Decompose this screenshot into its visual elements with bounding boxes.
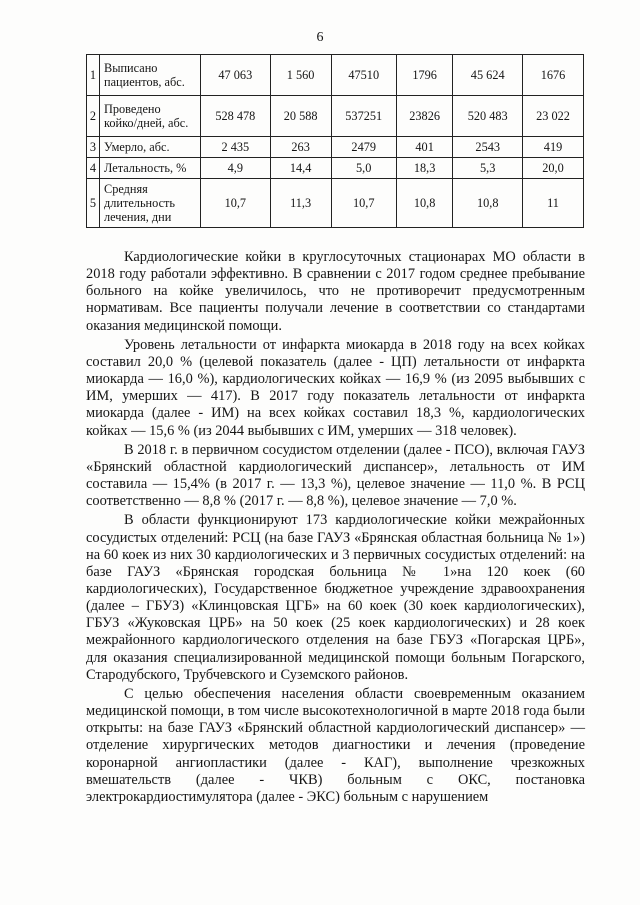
- body-text: [86, 249, 585, 808]
- page-number: 6: [316, 30, 324, 45]
- table-row: [87, 179, 584, 228]
- table-cell: 10,7: [201, 179, 271, 228]
- table-cell: 18,3: [396, 158, 453, 179]
- paragraph: В 2018 г. в первичном сосудистом отделении (далее - ПСО), включая ГАУЗ «Брянский областной кардиологический диспансер», летальность от ИМ составила — 15,4% (в 2017 г. — 13,3 %), целевое значение — 11,0 %. В РСЦ соответственно — 8,8 % (2017 г. — 8,8 %), целевое значение — 7,0 %.: [86, 441, 585, 510]
- paragraph: В области функционируют 173 кардиологические койки межрайонных сосудистых отделений: РСЦ (на базе ГАУЗ «Брянская областная больница № 1») на 60 коек из них 30 кардиологических и 3 первичных сосудистых отделений: на базе ГАУЗ «Брянская городская больница № 1»на 120 коек (60 кардиологических), Государственное бюджетное учреждение здравоохранения (далее – ГБУЗ) «Клинцовская ЦГБ» на 60 коек (30 коек кардиологических), ГБУЗ «Жуковская ЦРБ» на 50 коек (25 коек кардиологических) и 28 коек межрайонного кардиологического отделения на базе ГБУЗ «Погарская ЦРБ», для оказания специализированной медицинской помощи больным Погарского, Стародубского, Трубчевского и Суземского районов.: [86, 512, 585, 683]
- table-cell: 1796: [396, 55, 453, 96]
- table-cell: 2479: [331, 137, 396, 158]
- row-label: Средняя длительность лечения, дни: [100, 179, 201, 228]
- table-cell: 1 560: [270, 55, 331, 96]
- table-cell: 47510: [331, 55, 396, 96]
- table-cell: 23 022: [523, 96, 584, 137]
- table-cell: 14,4: [270, 158, 331, 179]
- row-label: Выписано пациентов, абс.: [100, 55, 201, 96]
- table-row: [87, 137, 584, 158]
- row-number: 2: [87, 96, 100, 137]
- table-cell: 263: [270, 137, 331, 158]
- table-cell: 528 478: [201, 96, 271, 137]
- table-cell: 10,8: [453, 179, 523, 228]
- table-cell: 11,3: [270, 179, 331, 228]
- row-number: 4: [87, 158, 100, 179]
- row-number: 5: [87, 179, 100, 228]
- table-cell: 520 483: [453, 96, 523, 137]
- table-cell: 11: [523, 179, 584, 228]
- table-cell: 10,8: [396, 179, 453, 228]
- table-cell: 5,0: [331, 158, 396, 179]
- table-cell: 45 624: [453, 55, 523, 96]
- table-cell: 419: [523, 137, 584, 158]
- table-row: [87, 158, 584, 179]
- row-number: 3: [87, 137, 100, 158]
- table-cell: 1676: [523, 55, 584, 96]
- paragraph: Уровень летальности от инфаркта миокарда в 2018 году на всех койках составил 20,0 % (целевой показатель (далее - ЦП) летальности от инфаркта миокарда — 16,0 %), кардиологических койках — 16,9 % (из 2095 выбывших с ИМ, умерших — 417). В 2017 году показатель летальности от инфаркта миокарда (далее - ИМ) на всех койках составил 18,3 %, кардиологических койках — 15,6 % (из 2044 выбывших с ИМ, умерших — 318 человек).: [86, 336, 585, 439]
- table-row: [87, 96, 584, 137]
- table-row: [87, 55, 584, 96]
- table-cell: 2543: [453, 137, 523, 158]
- paragraph: Кардиологические койки в круглосуточных стационарах МО области в 2018 году работали эффективно. В сравнении с 2017 годом среднее пребывание больного на койке увеличилось, что не противоречит предусмотренным нормативам. Все пациенты получали лечение в соответствии со стандартами оказания медицинской помощи.: [86, 249, 585, 334]
- paragraph: С целью обеспечения населения области своевременным оказанием медицинской помощи, в том числе высокотехнологичной в марте 2018 года были открыты: на базе ГАУЗ «Брянский областной кардиологический диспансер» — отделение хирургических методов диагностики и лечения (проведение коронарной ангиопластики (далее - КАГ), выполнение чрезкожных вмешательств (далее - ЧКВ) больным с ОКС, постановка электрокардиостимулятора (далее - ЭКС) больным с нарушением: [86, 685, 585, 805]
- table-cell: 10,7: [331, 179, 396, 228]
- table-cell: 5,3: [453, 158, 523, 179]
- row-label: Умерло, абс.: [100, 137, 201, 158]
- table-cell: 537251: [331, 96, 396, 137]
- table-cell: 4,9: [201, 158, 271, 179]
- row-label: Летальность, %: [100, 158, 201, 179]
- row-number: 1: [87, 55, 100, 96]
- table-cell: 47 063: [201, 55, 271, 96]
- row-label: Проведено койко/дней, абс.: [100, 96, 201, 137]
- table-cell: 20,0: [523, 158, 584, 179]
- table-cell: 23826: [396, 96, 453, 137]
- statistics-table: [86, 54, 584, 228]
- table-cell: 20 588: [270, 96, 331, 137]
- table-cell: 401: [396, 137, 453, 158]
- table-cell: 2 435: [201, 137, 271, 158]
